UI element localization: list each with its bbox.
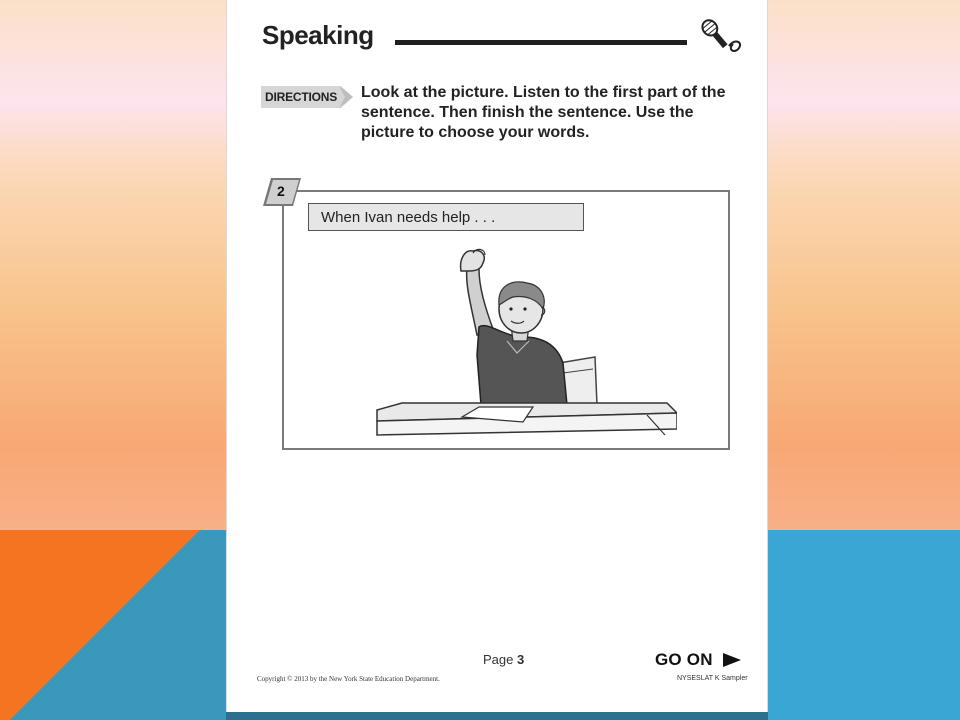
page-number xyxy=(483,652,524,667)
directions-text: Look at the picture. Listen to the first part of the sentence. Then finish the sentence. Use the picture to choose your words. xyxy=(361,84,726,141)
sampler-label: NYSESLAT K Sampler xyxy=(677,675,748,682)
microphone-icon xyxy=(697,16,745,56)
item-number-badge xyxy=(263,178,301,206)
slide-band-decoration xyxy=(768,530,960,720)
directions-label: DIRECTIONS xyxy=(265,90,338,104)
sentence-prompt: When Ivan needs help . . . xyxy=(308,203,584,231)
slide-bottom-stripe xyxy=(226,712,768,720)
page-label: Page xyxy=(483,652,514,667)
title-rule xyxy=(395,40,687,45)
copyright-notice: Copyright © 2013 by the New York State Education Department. xyxy=(257,675,440,683)
go-on-label: GO ON xyxy=(655,650,713,669)
page-title: Speaking xyxy=(262,20,374,50)
page-number-value: 3 xyxy=(517,652,525,667)
directions-tag xyxy=(261,82,353,112)
right-arrow-icon xyxy=(723,653,741,667)
item-number: 2 xyxy=(277,183,285,199)
worksheet-page xyxy=(226,0,768,712)
slide-corner-decoration xyxy=(0,530,226,720)
student-raising-hand-illustration xyxy=(347,245,677,445)
